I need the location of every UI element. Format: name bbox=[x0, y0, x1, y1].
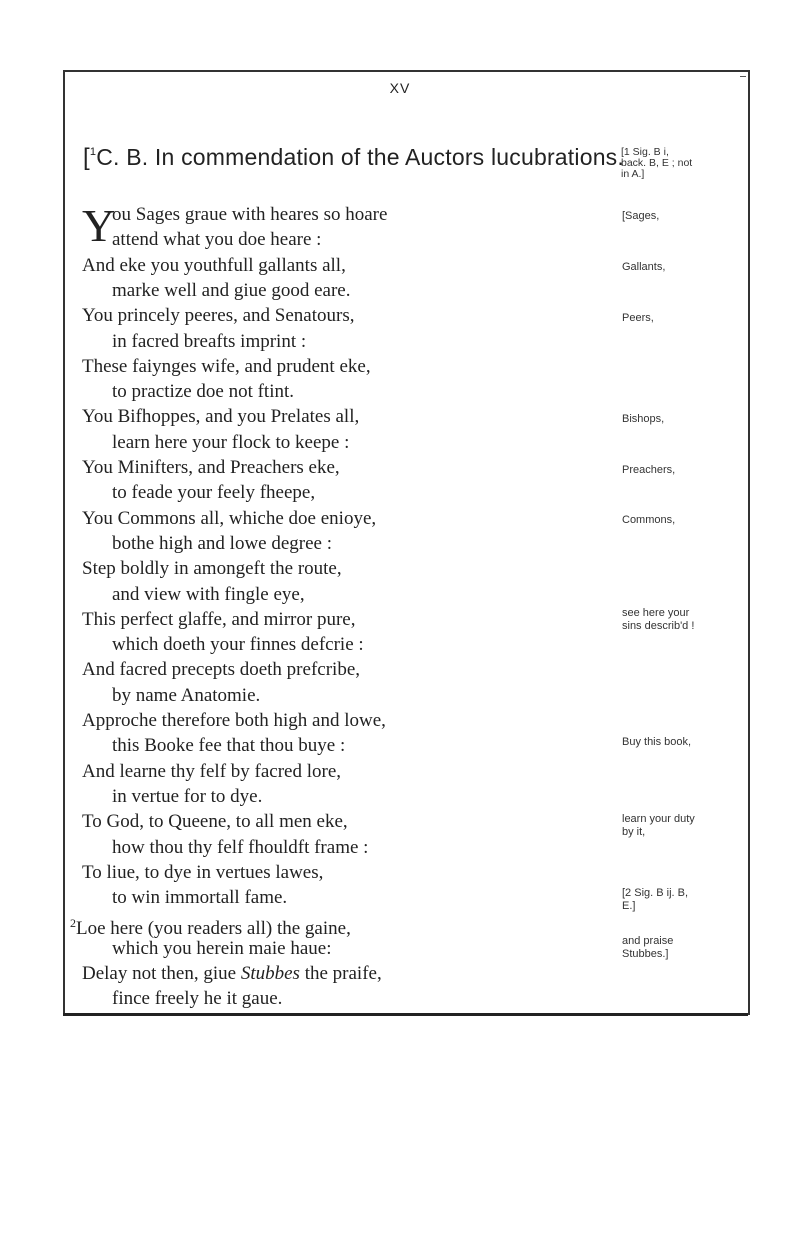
poem-line: which doeth your finnes defcrie : bbox=[112, 634, 364, 656]
side-note-sig-1: [2 Sig. B ij. B, bbox=[622, 887, 689, 899]
poem-line-text: Loe here (you readers all) the gaine, bbox=[76, 918, 351, 940]
poem-line: attend what you doe heare : bbox=[112, 229, 322, 251]
poem-heading bbox=[83, 144, 624, 172]
side-note-bishops: Bishops, bbox=[622, 413, 665, 425]
poem-line: To liue, to dye in vertues lawes, bbox=[82, 861, 324, 883]
poem-line: in vertue for to dye. bbox=[112, 785, 263, 807]
poem-line: You princely peeres, and Senatours, bbox=[82, 305, 355, 327]
side-note-praise-1: and praise bbox=[622, 935, 674, 947]
poem-line bbox=[82, 962, 382, 986]
side-note-sig-2: E.] bbox=[622, 900, 636, 912]
poem-line: And facred precepts doeth prefcribe, bbox=[82, 659, 360, 681]
side-note-commons: Commons, bbox=[622, 514, 676, 526]
poem-line: To God, to Queene, to all men eke, bbox=[82, 811, 348, 833]
poem-line-text: Delay not then, giue bbox=[82, 963, 241, 984]
poem-line: You Minifters, and Preachers eke, bbox=[82, 457, 340, 478]
poem-line: fince freely he it gaue. bbox=[112, 988, 283, 1010]
heading-footnote-mark: 1 bbox=[89, 146, 97, 158]
heading-bracket: [ bbox=[83, 144, 90, 171]
poem-line: bothe high and lowe degree : bbox=[112, 532, 333, 554]
page-border-bottom bbox=[63, 1013, 748, 1016]
poem-line: Approche therefore both high and lowe, bbox=[82, 710, 386, 731]
author-name: Stubbes bbox=[240, 963, 300, 984]
poem-line: learn here your flock to keepe : bbox=[112, 431, 350, 453]
poem-line: to win immortall fame. bbox=[112, 887, 288, 909]
poem-line: Step boldly in amongeft the route, bbox=[82, 558, 342, 580]
poem-line: and view with fingle eye, bbox=[112, 583, 305, 605]
poem-line: And learne thy felf by facred lore, bbox=[82, 760, 342, 782]
poem-line: which you herein maie haue: bbox=[112, 937, 332, 959]
side-note-duty-2: by it, bbox=[622, 826, 646, 838]
side-note-duty-1: learn your duty bbox=[622, 813, 695, 825]
side-note-buy: Buy this book, bbox=[622, 736, 692, 748]
side-note-sins-2: sins describ'd ! bbox=[622, 620, 695, 632]
poem-line: to practize doe not ftint. bbox=[112, 381, 295, 403]
poem-line: You Commons all, whiche doe enioye, bbox=[82, 507, 377, 529]
drop-cap: Y bbox=[82, 200, 116, 251]
poem-line: by name Anatomie. bbox=[112, 684, 261, 706]
poem-line: And eke you youthfull gallants all, bbox=[82, 254, 346, 276]
poem-line: These faiynges wife, and prudent eke, bbox=[82, 355, 371, 377]
poem-line: ou Sages graue with heares so hoare bbox=[112, 204, 388, 225]
side-note-sages: [Sages, bbox=[622, 210, 660, 222]
poem-line: to feade your feely fheepe, bbox=[112, 482, 316, 504]
heading-text: C. B. In commendation of the Auctors lucubrations. bbox=[96, 144, 624, 170]
page-number: XV bbox=[389, 80, 411, 96]
poem-line: how thou thy felf fhouldft frame : bbox=[112, 836, 369, 858]
poem-line: marke well and giue good eare. bbox=[112, 279, 351, 301]
poem-line: This perfect glaffe, and mirror pure, bbox=[82, 608, 356, 630]
poem-line: this Booke fee that thou buye : bbox=[112, 735, 346, 757]
side-note-praise-2: Stubbes.] bbox=[622, 948, 669, 960]
poem-line-text: the praife, bbox=[299, 963, 382, 984]
side-note-preachers: Preachers, bbox=[622, 464, 676, 476]
heading-side-note: [1 Sig. B i, back. B, E ; not in A.] bbox=[621, 146, 693, 180]
footnote-mark: 2 bbox=[70, 916, 76, 931]
poem-line: in facred breafts imprint : bbox=[112, 330, 307, 352]
poem-line: You Bifhoppes, and you Prelates all, bbox=[82, 406, 360, 428]
side-note-peers: Peers, bbox=[622, 312, 654, 324]
side-note-sins-1: see here your bbox=[622, 607, 690, 619]
side-note-gallants: Gallants, bbox=[622, 261, 666, 273]
